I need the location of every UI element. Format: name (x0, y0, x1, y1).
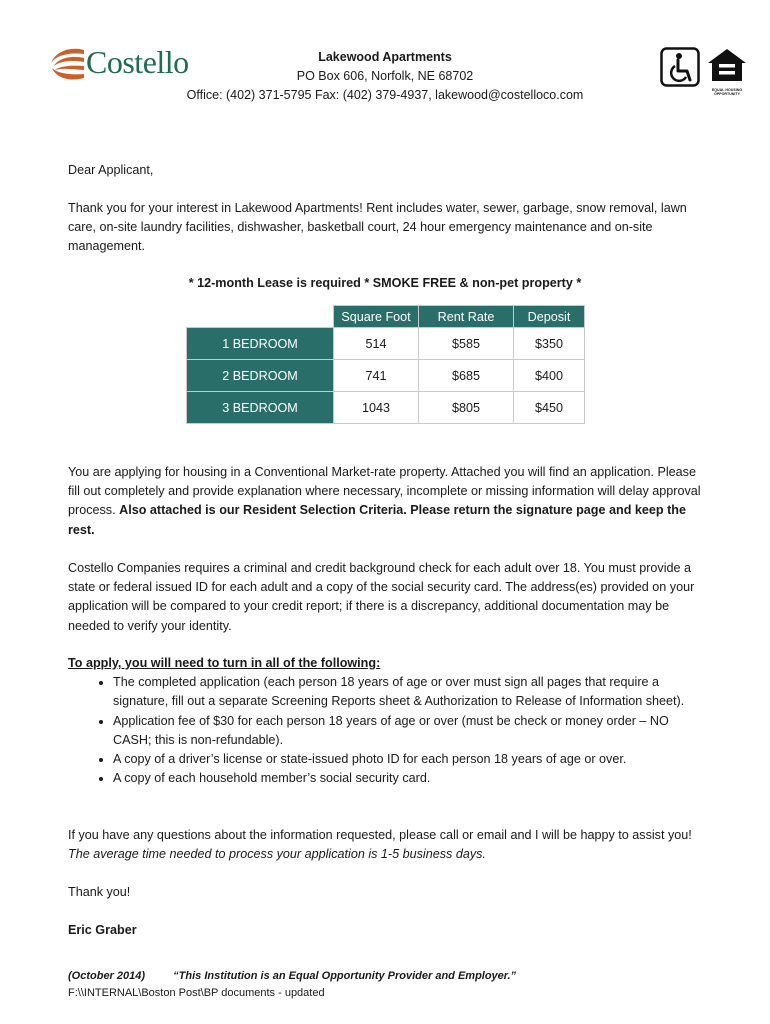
list-item: • A copy of each household member’s social security card. (113, 769, 708, 788)
questions-paragraph (68, 826, 708, 864)
deposit-cell: $350 (514, 328, 585, 360)
deposit-cell: $450 (514, 392, 585, 424)
row-label: 2 BEDROOM (187, 360, 334, 392)
square-foot-cell: 741 (334, 360, 419, 392)
apply-heading: To apply, you will need to turn in all of the following: (68, 656, 381, 670)
salutation: Dear Applicant, (68, 163, 154, 177)
table-corner (187, 306, 334, 328)
list-item: • A copy of a driver’s license or state-issued photo ID for each person 18 years of age or over. (113, 750, 708, 769)
row-label: 1 BEDROOM (187, 328, 334, 360)
rates-table-header (187, 306, 585, 328)
deposit-cell: $400 (514, 360, 585, 392)
table-row (187, 392, 585, 424)
intro-paragraph: Thank you for your interest in Lakewood Apartments! Rent includes water, sewer, garbage, snow removal, lawn care, on-site laundry facilities, dishwasher, basketball court, 24 hour emergency maintenance and on-site management. (68, 201, 687, 254)
rent-rate-cell: $805 (419, 392, 514, 424)
footer-statement-line (68, 968, 516, 985)
footer (68, 968, 516, 1002)
signature: Eric Graber (68, 923, 137, 937)
footer-statement: “This Institution is an Equal Opportunity Provider and Employer.” (173, 970, 517, 982)
application-paragraph (68, 463, 708, 540)
application-text: You are applying for housing in a Conventional Market-rate property. Attached you will find an application. Please fill out completely and provide explanation where necessary, incomplete or missing information will delay approval process. (68, 465, 701, 518)
row-label: 3 BEDROOM (187, 392, 334, 424)
equal-housing-opportunity-icon (706, 47, 748, 96)
processing-time-text: The average time needed to process your application is 1-5 business days. (68, 847, 486, 862)
letterhead (0, 48, 770, 105)
table-row (187, 328, 585, 360)
contact-info: Office: (402) 371-5795 Fax: (402) 379-4937, lakewood@costelloco.com (186, 88, 584, 102)
column-header: Square Foot (334, 306, 419, 328)
list-item: • The completed application (each person 18 years of age or over must sign all pages that require a signature, fill out a separate Screening Reports sheet & Authorization to Release of Information sheet). (113, 673, 708, 711)
lease-requirements: * 12-month Lease is required * SMOKE FREE & non-pet property * (188, 276, 582, 290)
property-address: PO Box 606, Norfolk, NE 68702 (296, 69, 474, 83)
square-foot-cell: 1043 (334, 392, 419, 424)
rent-rate-cell: $585 (419, 328, 514, 360)
property-name: Lakewood Apartments (318, 50, 452, 64)
footer-file-path: F:\\INTERNAL\Boston Post\BP documents - updated (68, 987, 325, 999)
eho-label: EQUAL HOUSING OPPORTUNITY (711, 88, 743, 96)
apply-list (68, 673, 708, 788)
column-header: Rent Rate (419, 306, 514, 328)
rent-rate-cell: $685 (419, 360, 514, 392)
table-row (187, 360, 585, 392)
application-bold-text: Also attached is our Resident Selection Criteria. Please return the signature page and keep the rest. (68, 503, 686, 537)
list-item: • Application fee of $30 for each person 18 years of age or over (must be check or money order – NO CASH; this is non-refundable). (113, 712, 708, 750)
column-header: Deposit (514, 306, 585, 328)
questions-text: If you have any questions about the information requested, please call or email and I will be happy to assist you! (68, 828, 692, 842)
rates-table (186, 305, 585, 424)
background-check-paragraph: Costello Companies requires a criminal and credit background check for each adult over 18. You must provide a state or federal issued ID for each adult and a copy of the social security card. The address(es) provided on your application will be compared to your credit report; if there is a discrepancy, additional documentation may be needed to verify your identity. (68, 561, 695, 633)
apply-section (68, 654, 708, 788)
square-foot-cell: 514 (334, 328, 419, 360)
logo-text: Costello (86, 44, 189, 80)
footer-date: (October 2014) (68, 970, 146, 982)
wheelchair-accessible-icon (660, 47, 700, 87)
closing: Thank you! (68, 885, 131, 899)
